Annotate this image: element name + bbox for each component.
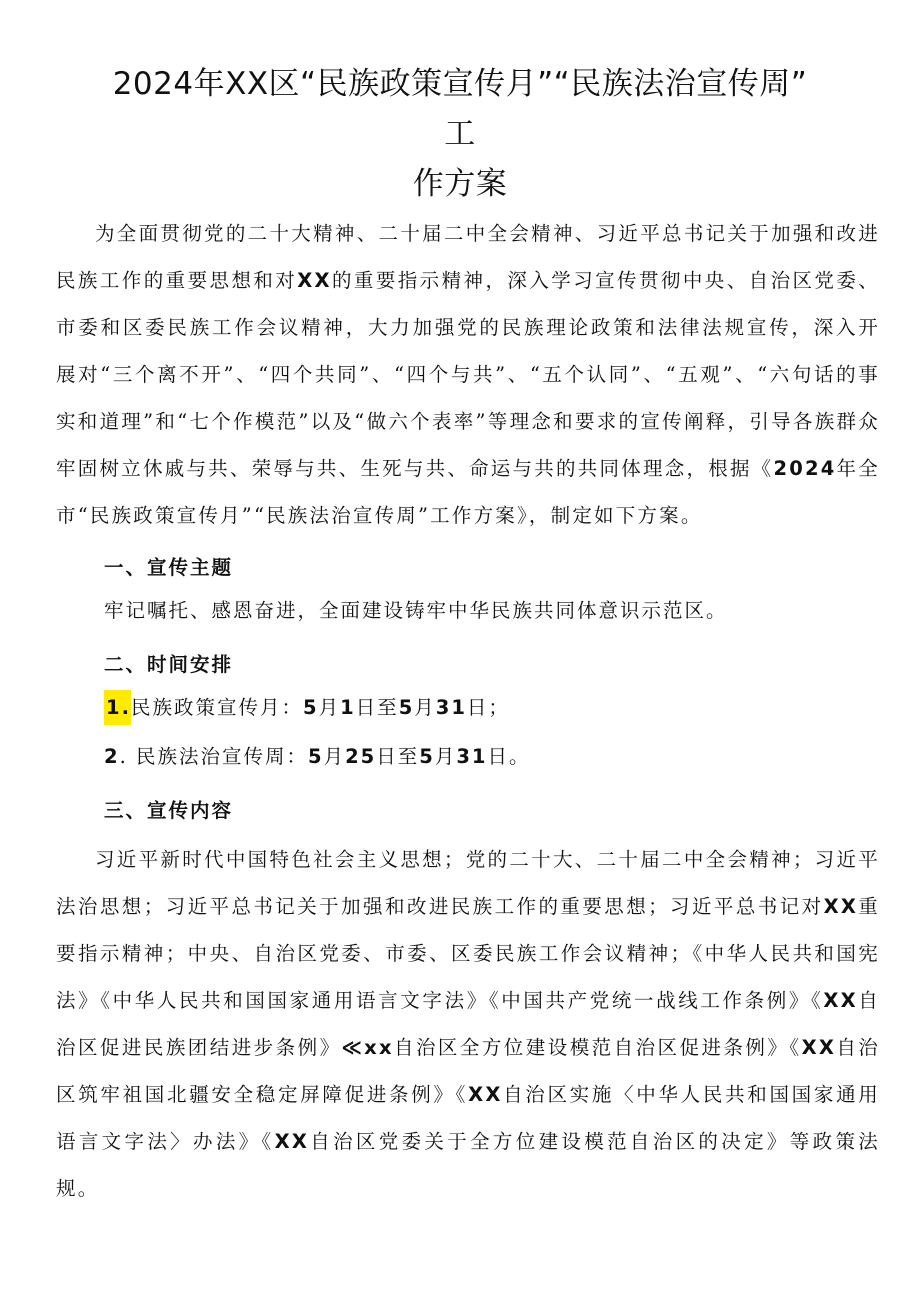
content-text: 自治区筑牢祖国北疆安全稳定屏障促进条例》《 bbox=[56, 1036, 880, 1106]
content-paragraph bbox=[56, 836, 880, 1212]
intro-bold-1: XX bbox=[297, 269, 332, 292]
item-2-number: 2 bbox=[104, 745, 120, 768]
item-2-day-start: 25 bbox=[345, 745, 377, 768]
document-title-line-2: 工 bbox=[444, 116, 476, 152]
content-text: 自治区全方位建设模范自治区促进条例》《 bbox=[393, 1036, 802, 1059]
document-title-line-3: 作方案 bbox=[412, 166, 508, 202]
item-1-label: 民族政策宣传月： bbox=[130, 696, 303, 719]
content-text: 重要指示精神；中央、自治区党委、市委、区委民族工作会议精神；《中华人民共和国宪法》《中华人民共和国国家通用语言文字法》《中国共产党统一战线工作条例》《 bbox=[56, 895, 880, 1012]
intro-paragraph bbox=[56, 210, 880, 539]
content-text: 自治区党委关于全方位建设模范自治区的决定》等政策法规。 bbox=[56, 1130, 880, 1200]
item-1-day-start: 1 bbox=[340, 696, 356, 719]
content-text: 自治区促进民族团结进步条例》 bbox=[56, 989, 881, 1059]
content-bold: XX bbox=[823, 989, 858, 1012]
content-text: 习近平新时代中国特色社会主义思想；党的二十大、二十届二中全会精神；习近平法治思想；习近平总书记关于加强和改进民族工作的重要思想；习近平总书记对 bbox=[56, 848, 880, 918]
intro-text-2: 的重要指示精神，深入学习宣传贯彻中央、自治区党委、市委和区委民族工作会议精神，大力加强党的民族理论政策和法律法规宣传，深入开展对“三个离不开”、“四个共同”、“四个与共”、“五个认同”、“五观”、“六句话的事实和道理”和“七个作模范”以及“做六个表率”等理念和要求的宣传阐释，引导各族群众牢固树立休戚与共、荣辱与共、生死与共、命运与共的共同体理念，根据《 bbox=[56, 269, 880, 480]
item-2-day-end: 31 bbox=[456, 745, 488, 768]
content-bold: XX bbox=[468, 1083, 503, 1106]
section-heading-theme: 一、宣传主题 bbox=[104, 556, 234, 579]
item-1-text: 月 bbox=[318, 696, 341, 719]
item-1-day-end: 31 bbox=[435, 696, 467, 719]
content-bold: XX bbox=[274, 1130, 310, 1153]
content-text: 自治区实施〈中华人民共和国国家通用语言文字法〉办法》《 bbox=[56, 1083, 880, 1153]
content-bold: ≪xx bbox=[341, 1036, 394, 1059]
item-1-text: 日至 bbox=[355, 696, 399, 719]
intro-text-1: 为全面贯彻党的二十大精神、二十届二中全会精神、习近平总书记关于加强和改进民族工作的重要思想和对 bbox=[56, 222, 880, 292]
intro-text-3: 年全市“民族政策宣传月”“民族法治宣传周”工作方案》，制定如下方案。 bbox=[56, 457, 880, 527]
item-1-text: 月 bbox=[414, 696, 436, 719]
item-2-month-end: 5 bbox=[419, 745, 435, 768]
schedule-item-2 bbox=[104, 741, 530, 769]
content-bold: XX bbox=[823, 895, 859, 918]
item-1-month-start: 5 bbox=[303, 696, 319, 719]
item-1-month-end: 5 bbox=[398, 696, 415, 719]
item-2-text: 月 bbox=[323, 745, 346, 768]
document-title-line-1: 2024年XX区“民族政策宣传月”“民族法治宣传周” bbox=[112, 66, 808, 102]
item-1-text: 日； bbox=[466, 696, 510, 719]
item-1-number: 1. bbox=[104, 690, 131, 725]
item-2-month-start: 5 bbox=[307, 745, 324, 768]
schedule-item-1 bbox=[104, 692, 510, 720]
item-2-text: 日至 bbox=[376, 745, 420, 768]
item-2-text: 日。 bbox=[487, 745, 531, 768]
theme-text: 牢记嘱托、感恩奋进，全面建设铸牢中华民族共同体意识示范区。 bbox=[104, 599, 728, 622]
item-2-text: 月 bbox=[434, 745, 457, 768]
content-bold: XX bbox=[801, 1036, 837, 1059]
item-2-label: . 民族法治宣传周： bbox=[119, 745, 308, 768]
intro-bold-2: 2024 bbox=[773, 457, 837, 480]
section-heading-schedule: 二、时间安排 bbox=[104, 653, 234, 676]
section-heading-content: 三、宣传内容 bbox=[104, 799, 234, 822]
